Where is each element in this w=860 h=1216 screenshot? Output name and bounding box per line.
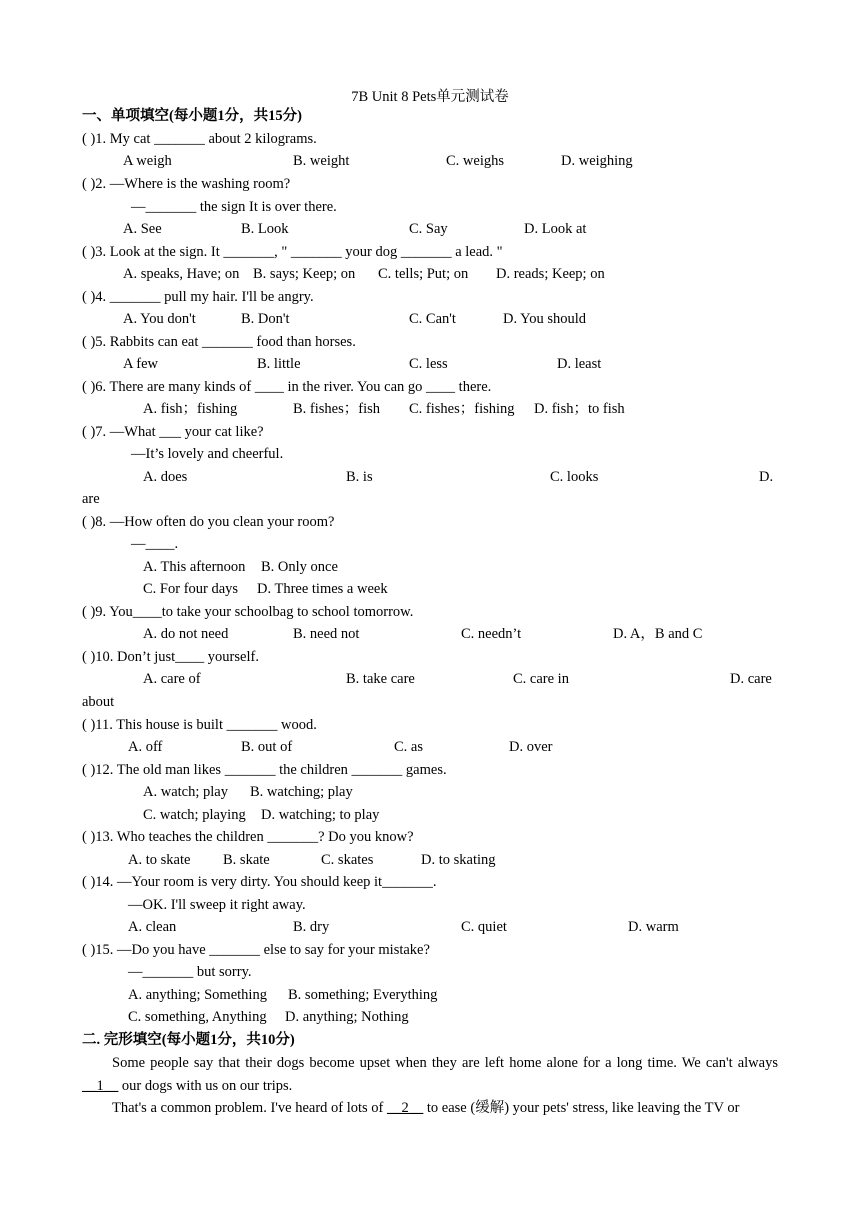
option-c: C. care in [513,671,569,687]
option-a: A weigh [123,153,172,169]
option-d: D. least [557,356,602,372]
option-a: A. speaks, Have; on [123,266,240,282]
option-d: D. anything; Nothing [285,1009,409,1025]
question-8-options-row-2 [82,578,778,600]
question-15-reply [82,961,778,983]
option-c: C. skates [321,852,374,868]
question-6: ( )6. There are many kinds of ____ in the river. You can go ____ there. [82,379,492,395]
question-4: ( )4. _______ pull my hair. I'll be angry. [82,289,314,305]
question-2: ( )2. —Where is the washing room? [82,176,291,192]
option-d: D. warm [628,919,679,935]
option-a: A. does [143,469,188,485]
option-a: A. anything; Something [128,987,267,1003]
question-7-options [82,466,778,488]
question-11: ( )11. This house is built _______ wood. [82,717,317,733]
option-b: B. weight [293,153,350,169]
option-b: B. skate [223,852,270,868]
question-1-options [82,150,778,172]
option-a: A. This afternoon [143,559,246,575]
passage-text: Some people say that their dogs become upset when they are left home alone for a long time. We can't always [112,1055,778,1071]
option-a: A. off [128,739,163,755]
option-b: B. fishes；fish [293,401,380,417]
option-d: D. [759,469,774,485]
option-b: B. Only once [261,559,338,575]
question-9-options [82,623,778,645]
question-6-options [82,398,778,420]
option-b: B. out of [241,739,293,755]
question-8: ( )8. —How often do you clean your room? [82,514,335,530]
question-1: ( )1. My cat _______ about 2 kilograms. [82,131,317,147]
question-7: ( )7. —What ___ your cat like? [82,424,264,440]
question-5: ( )5. Rabbits can eat _______ food than horses. [82,334,356,350]
option-a: A. fish；fishing [143,401,238,417]
option-d: D. Three times a week [257,581,388,597]
question-3: ( )3. Look at the sign. It _______, " _______ your dog _______ a lead. " [82,244,503,260]
option-c: C. For four days [143,581,239,597]
question-8-reply [82,533,778,555]
reply-text: —_______ but sorry. [128,964,252,980]
question-14-reply [82,894,778,916]
option-d: D. fish；to fish [534,401,625,417]
reply-text: —____. [131,536,179,552]
option-c: C. something, Anything [128,1009,267,1025]
reply-text: —It’s lovely and cheerful. [131,446,284,462]
reply-text: —OK. I'll sweep it right away. [128,897,306,913]
question-12-options-row-1 [82,781,778,803]
passage-text: our dogs with us on our trips. [118,1077,293,1094]
question-13-options [82,849,778,871]
page-title: 7B Unit 8 Pets单元测试卷 [351,89,509,105]
question-7-reply [82,443,778,465]
option-d: D. watching; to play [261,807,380,823]
passage-paragraph-2 [82,1097,778,1120]
option-a: A. do not need [143,626,229,642]
option-d: D. over [509,739,553,755]
option-c: C. fishes；fishing [409,401,515,417]
question-10: ( )10. Don’t just____ yourself. [82,649,259,665]
option-a: A. You don't [123,311,196,327]
question-2-reply [82,196,778,218]
question-3-options [82,263,778,285]
option-b: B. take care [346,671,415,687]
option-b: B. says; Keep; on [253,266,356,282]
option-d: D. You should [503,311,586,327]
option-b: B. watching; play [250,784,353,800]
option-c: C. tells; Put; on [378,266,469,282]
option-d: D. weighing [561,153,633,169]
question-8-options-row-1 [82,556,778,578]
question-12-options-row-2 [82,804,778,826]
option-b: B. dry [293,919,330,935]
option-c: C. quiet [461,919,507,935]
question-12: ( )12. The old man likes _______ the children _______ games. [82,762,447,778]
option-d: D. reads; Keep; on [496,266,605,282]
question-5-options [82,353,778,375]
question-14: ( )14. —Your room is very dirty. You should keep it_______. [82,874,437,890]
blank-2: __2__ [387,1100,424,1116]
blank-1: __1__ [82,1077,119,1094]
passage-text: That's a common problem. I've heard of lots of [112,1100,388,1116]
option-a: A. to skate [128,852,191,868]
option-a: A. care of [143,671,201,687]
question-14-options [82,916,778,938]
option-d: D. Look at [524,221,587,237]
option-c: C. as [394,739,423,755]
passage-paragraph-1 [82,1052,778,1097]
option-b: B. is [346,469,373,485]
option-b: B. something; Everything [288,987,438,1003]
option-a: A. watch; play [143,784,228,800]
question-11-options [82,736,778,758]
option-c: C. Can't [409,311,456,327]
section-2-heading: 二. 完形填空(每小题1分，共10分) [82,1032,295,1048]
option-d: D. to skating [421,852,496,868]
option-d: D. A，B and C [613,626,703,642]
option-c: C. less [409,356,448,372]
question-15-options-row-2 [82,1006,778,1028]
option-c: C. needn’t [461,626,522,642]
option-c: C. watch; playing [143,807,246,823]
question-15: ( )15. —Do you have _______ else to say for your mistake? [82,942,430,958]
option-c: C. looks [550,469,599,485]
question-4-options [82,308,778,330]
option-c: C. weighs [446,153,504,169]
option-a: A few [123,356,159,372]
passage-text: to ease (缓解) your pets' stress, like leaving the TV or [423,1100,740,1116]
question-10-options [82,668,778,690]
question-15-options-row-1 [82,984,778,1006]
option-a: A. See [123,221,162,237]
section-1-heading: 一、单项填空(每小题1分，共15分) [82,108,302,124]
option-b: B. need not [293,626,360,642]
option-b: B. Don't [241,311,290,327]
question-7-option-wrap: are [82,491,100,507]
option-b: B. Look [241,221,289,237]
option-c: C. Say [409,221,448,237]
option-b: B. little [257,356,301,372]
question-9: ( )9. You____to take your schoolbag to school tomorrow. [82,604,414,620]
option-d: D. care [730,671,772,687]
reply-text: —_______ the sign It is over there. [131,199,337,215]
question-13: ( )13. Who teaches the children _______? Do you know? [82,829,414,845]
question-2-options [82,218,778,240]
question-10-option-wrap: about [82,694,115,710]
option-a: A. clean [128,919,177,935]
